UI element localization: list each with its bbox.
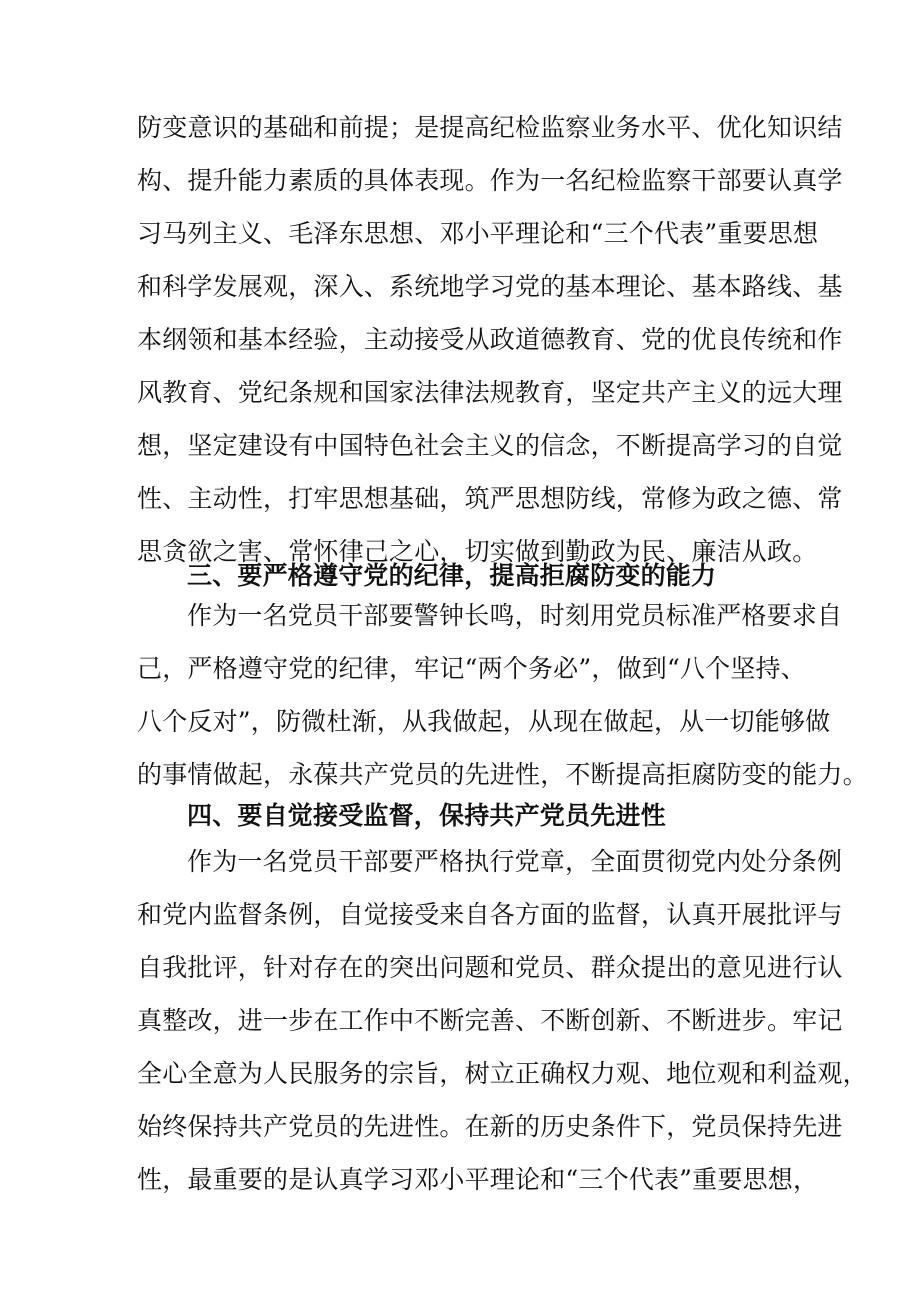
body-text-line: 想，坚定建设有中国特色社会主义的信念，不断提高学习的自觉 — [137, 431, 843, 460]
body-text-line: 己，严格遵守党的纪律，牢记“两个务必”，做到“八个坚持、 — [137, 654, 806, 683]
body-text-line: 始终保持共产党员的先进性。在新的历史条件下，党员保持先进 — [137, 1112, 843, 1141]
body-text-line: 防变意识的基础和前提；是提高纪检监察业务水平、优化知识结 — [137, 113, 843, 142]
body-text-line: 和科学发展观，深入、系统地学习党的基本理论、基本路线、基 — [137, 272, 843, 301]
body-text-line: 风教育、党纪条规和国家法律法规教育，坚定共产主义的远大理 — [137, 378, 843, 407]
body-text-line: 全心全意为人民服务的宗旨，树立正确权力观、地位观和利益观， — [137, 1059, 868, 1088]
body-text-line: 八个反对”，防微杜渐，从我做起，从现在做起，从一切能够做 — [137, 707, 831, 736]
body-text-line: 真整改，进一步在工作中不断完善、不断创新、不断进步。牢记 — [137, 1006, 843, 1035]
body-text-line: 自我批评，针对存在的突出问题和党员、群众提出的意见进行认 — [137, 953, 843, 982]
body-text-line: 本纲领和基本经验，主动接受从政道德教育、党的优良传统和作 — [137, 325, 843, 354]
body-text-line: 的事情做起，永葆共产党员的先进性，不断提高拒腐防变的能力。 — [137, 760, 868, 789]
section-3-heading: 三、要严格遵守党的纪律，提高拒腐防变的能力 — [187, 561, 717, 590]
body-text-line: 作为一名党员干部要严格执行党章，全面贯彻党内处分条例 — [187, 847, 843, 876]
body-text-line: 性，最重要的是认真学习邓小平理论和“三个代表”重要思想， — [137, 1165, 819, 1194]
body-text-line: 作为一名党员干部要警钟长鸣，时刻用党员标准严格要求自 — [187, 601, 843, 630]
body-text-line: 构、提升能力素质的具体表现。作为一名纪检监察干部要认真学 — [137, 166, 843, 195]
body-text-line: 和党内监督条例，自觉接受来自各方面的监督，认真开展批评与 — [137, 900, 843, 929]
body-text-line: 性、主动性，打牢思想基础，筑严思想防线，常修为政之德、常 — [137, 484, 843, 513]
body-text-line: 习马列主义、毛泽东思想、邓小平理论和“三个代表”重要思想 — [137, 219, 819, 248]
body-text-line: 思贪欲之害、常怀律己之心，切实做到勤政为民、廉洁从政。 — [137, 537, 818, 566]
section-4-heading: 四、要自觉接受监督，保持共产党员先进性 — [187, 801, 666, 830]
